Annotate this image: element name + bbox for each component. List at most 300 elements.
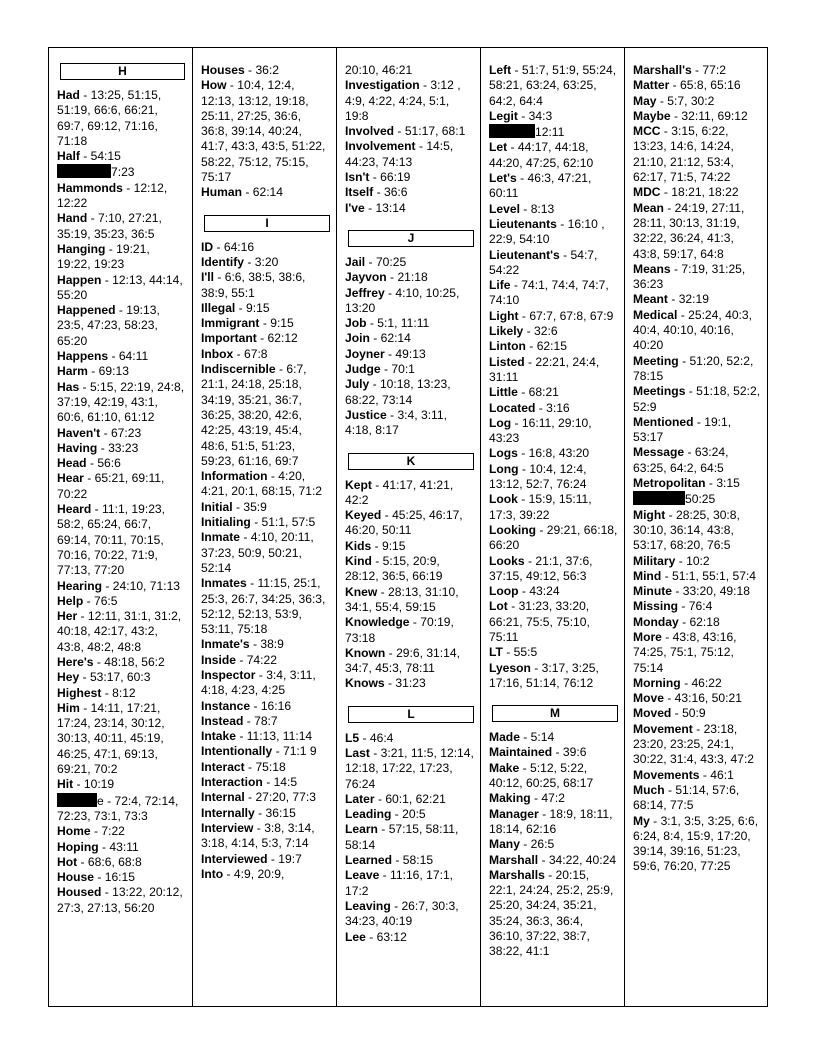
index-entry (57, 164, 186, 180)
entry-page-refs: 32:19 (678, 292, 709, 307)
index-entry: Message - 63:24, 63:25, 64:2, 64:5 (633, 445, 729, 475)
entry-page-refs: 50:9 (682, 706, 706, 721)
entry-term: Inmate's (201, 637, 250, 652)
index-entry: Hit - 10:19 (57, 777, 115, 792)
index-entry: Harm - 69:13 (57, 364, 129, 379)
index-entry: Job - 5:1, 11:11 (345, 316, 430, 331)
index-entry (345, 63, 475, 78)
entry-page-refs: 41:17, 41:21, 42:2 (345, 477, 454, 507)
index-entry: Interaction - 14:5 (201, 775, 298, 790)
entry-page-refs: 36:15 (265, 805, 296, 820)
index-entry: Hoping - 43:11 (57, 839, 139, 854)
entry-term: Knows (345, 676, 385, 691)
index-entry: Intake - 11:13, 11:14 (201, 729, 313, 744)
entry-term: Heard (57, 502, 92, 517)
entry-page-refs: 29:6, 31:14, 34:7, 45:3, 78:11 (345, 645, 460, 676)
index-entry: Later - 60:1, 62:21 (345, 791, 446, 806)
entry-page-refs: 22:21, 24:4, 31:11 (489, 354, 600, 384)
index-entry: Let's - 46:3, 47:21, 60:11 (489, 171, 592, 201)
entry-term: Housed (57, 885, 102, 900)
entry-term: Mind (633, 568, 662, 583)
entry-page-refs: 66:19 (380, 170, 411, 185)
index-entry: Knowledge - 70:19, 73:18 (345, 615, 454, 645)
entry-page-refs: 3:1, 3:5, 3:25, 6:6, 6:24, 8:4, 15:9, 17:20, 39:14, 39:16, 51:23, 59:6, 76:20, 77:25 (633, 813, 759, 874)
index-entry (57, 793, 186, 825)
entry-term: Much (633, 782, 665, 797)
index-entry: Identify - 3:20 (201, 254, 279, 269)
entry-term: Matter (633, 78, 670, 93)
entry-page-refs: 62:14 (380, 331, 411, 346)
entry-term: MCC (633, 124, 661, 139)
entry-term: Move (633, 691, 664, 706)
entry-page-refs: 43:11 (109, 839, 139, 854)
entry-term: Important (201, 331, 257, 346)
entry-page-refs: 12:11, 31:1, 31:2, 40:18, 42:17, 43:2, 43:8, 48:2, 48:8 (57, 609, 182, 654)
index-entry: Manager - 18:9, 18:11, 18:14, 62:16 (489, 806, 613, 836)
entry-term: Listed (489, 354, 525, 369)
entry-term: Marshall (489, 852, 539, 867)
entry-page-refs: 7:19, 31:25, 36:23 (633, 261, 746, 292)
index-entry: Means - 7:19, 31:25, 36:23 (633, 261, 746, 292)
index-entry: Moved - 50:9 (633, 706, 706, 721)
entry-page-refs: 53:17, 60:3 (89, 670, 151, 685)
entry-page-refs: 10:19 (83, 777, 115, 792)
index-entry: Mentioned - 19:1, 53:17 (633, 414, 732, 445)
entry-page-refs: 11:16, 17:1, 17:2 (345, 868, 454, 898)
index-entry: Much - 51:14, 57:6, 68:14, 77:5 (633, 782, 740, 813)
index-entry: Known - 29:6, 31:14, 34:7, 45:3, 78:11 (345, 645, 460, 676)
index-entry: Located - 3:16 (489, 400, 570, 415)
index-entry: Movement - 23:18, 23:20, 23:25, 24:1, 30:22, 31:4, 43:3, 47:2 (633, 721, 755, 767)
index-entry: Highest - 8:12 (57, 685, 136, 700)
entry-term: Her (57, 609, 78, 624)
entry-term: Happened (57, 303, 116, 318)
entry-page-refs: 57:15, 58:11, 58:14 (345, 822, 459, 852)
entry-page-refs: 5:14 (530, 730, 555, 745)
entry-page-refs: 64:16 (223, 239, 255, 254)
entry-term: I'll (201, 270, 214, 285)
entry-term: May (633, 93, 657, 108)
index-entry: Lot - 31:23, 33:20, 66:21, 75:5, 75:10, 75:11 (489, 599, 590, 644)
entry-page-refs: 24:19, 27:11, 28:11, 30:13, 31:19, 32:22, 36:24, 41:3, 43:8, 59:17, 64:8 (633, 200, 745, 261)
entry-term: Joyner (345, 346, 385, 361)
entry-page-refs: 28:25, 30:8, 30:10, 36:14, 43:8, 53:17, 68:20, 76:5 (633, 507, 740, 553)
index-entry: Hanging - 19:21, 19:22, 19:23 (57, 241, 150, 272)
index-entry: Monday - 62:18 (633, 614, 720, 629)
index-entry: Involved - 51:17, 68:1 (345, 124, 466, 139)
entry-page-refs: 5:15, 20:9, 28:12, 36:5, 66:19 (345, 554, 443, 584)
entry-term: Lieutenants (489, 216, 557, 231)
entry-term: Job (345, 316, 367, 331)
index-entry: Jail - 70:25 (345, 254, 407, 269)
index-entry: Logs - 16:8, 43:20 (489, 446, 590, 461)
entry-term: Kids (345, 538, 372, 553)
index-column-3 (336, 48, 481, 1006)
entry-page-refs: 4:10, 10:25, 13:20 (345, 285, 460, 315)
entry-term: Harm (57, 364, 88, 379)
entry-term: Hand (57, 211, 88, 226)
index-entry: Knew - 28:13, 31:10, 34:1, 55:4, 59:15 (345, 584, 459, 614)
entry-term: Metropolitan (633, 476, 706, 491)
index-entry: Involvement - 14:5, 44:23, 74:13 (345, 139, 454, 169)
entry-term: Him (57, 700, 80, 715)
entry-term: MDC (633, 185, 661, 200)
index-entry: Instead - 78:7 (201, 713, 278, 728)
entry-term: Knowledge (345, 615, 410, 630)
entry-term: Lot (489, 599, 508, 614)
entry-page-refs: 13:22, 20:12, 27:3, 27:13, 56:20 (57, 885, 183, 915)
entry-term: Help (57, 593, 84, 608)
index-entry: Loop - 43:24 (489, 584, 560, 599)
entry-page-refs: 67:7, 67:8, 67:9 (529, 308, 614, 323)
entry-page-refs: 19:13, 23:5, 47:23, 58:23, 65:20 (57, 303, 160, 348)
section-letter-header: K (348, 453, 474, 470)
entry-term: Last (345, 745, 370, 760)
index-entry: Marshall's - 77:2 (633, 63, 726, 77)
index-entry: Morning - 46:22 (633, 675, 722, 690)
entry-term: Let (489, 140, 508, 155)
entry-page-refs: 16:16 (260, 698, 292, 713)
index-entry: Internal - 27:20, 77:3 (201, 790, 316, 805)
entry-page-refs: 33:23 (108, 440, 139, 455)
index-column-2 (192, 48, 337, 1006)
entry-term: L5 (345, 730, 360, 745)
entry-page-refs: 18:9, 18:11, 18:14, 62:16 (489, 806, 613, 836)
index-entry: Hand - 7:10, 27:21, 35:19, 35:23, 36:5 (57, 211, 162, 241)
entry-term: Looks (489, 553, 525, 568)
entry-page-refs: 39:6 (562, 745, 587, 760)
entry-page-refs: 14:5 (273, 775, 298, 790)
entry-term: Indiscernible (201, 362, 276, 377)
entry-term: Human (201, 185, 242, 200)
entry-term: Loop (489, 584, 519, 599)
entry-page-refs: 67:23 (110, 425, 142, 440)
entry-term: Here's (57, 654, 94, 669)
entry-page-refs: 5:1, 11:11 (377, 316, 430, 331)
index-entry: Head - 56:6 (57, 456, 121, 471)
entry-term: Illegal (201, 300, 236, 315)
index-entry: Long - 10:4, 12:4, 13:12, 52:7, 76:24 (489, 461, 587, 492)
index-entry: Isn't - 66:19 (345, 170, 411, 185)
section-letter-header: L (348, 706, 474, 723)
index-entry: Marshalls - 20:15, 22:1, 24:24, 25:2, 25:9, 25:20, 34:24, 35:21, 35:24, 36:3, 36:4, 36:10, 37:22, 38:7, 38:22, 41:1 (489, 867, 614, 959)
entry-page-refs: 65:8, 65:16 (680, 78, 741, 93)
entry-page-refs: 68:21 (528, 385, 559, 400)
entry-page-refs: 31:23 (395, 676, 426, 691)
index-entry: Mind - 51:1, 55:1, 57:4 (633, 568, 757, 583)
index-entry: Help - 76:5 (57, 593, 118, 608)
index-column-5 (624, 48, 768, 1006)
entry-term: Meetings (633, 384, 686, 399)
entry-page-refs: 68:6, 68:8 (87, 854, 142, 869)
index-entry: Light - 67:7, 67:8, 67:9 (489, 308, 614, 323)
entry-page-refs: 74:1, 74:4, 74:7, 74:10 (489, 278, 609, 308)
index-entry: Metropolitan - 3:15 (633, 476, 740, 491)
entry-page-refs: 5:15, 22:19, 24:8, 37:19, 42:19, 43:1, 60:6, 61:10, 61:12 (57, 379, 185, 425)
entry-term: Inspector (201, 667, 256, 682)
entry-page-refs: 4:20, 4:21, 20:1, 68:15, 71:2 (201, 469, 323, 499)
entry-term: Located (489, 400, 536, 415)
entry-term: Itself (345, 185, 374, 200)
entry-term: Instance (201, 698, 251, 713)
index-entry (633, 491, 762, 507)
entry-term: Linton (489, 339, 526, 354)
entry-page-refs: 38:9 (260, 637, 284, 652)
entry-page-refs: 3:4, 3:11, 4:18, 8:17 (345, 407, 447, 438)
entry-term: Knew (345, 584, 378, 599)
entry-term: Marshall's (633, 63, 692, 77)
entry-term: Military (633, 553, 676, 568)
index-entry: Made - 5:14 (489, 730, 555, 745)
entry-term: Leave (345, 868, 380, 883)
index-entry: Judge - 70:1 (345, 362, 415, 377)
entry-term: Hear (57, 471, 84, 486)
entry-page-refs: 36:2 (255, 63, 279, 77)
entry-term: Mentioned (633, 414, 694, 429)
entry-page-refs: 19:7 (278, 851, 302, 866)
index-entry: Happen - 12:13, 44:14, 55:20 (57, 272, 183, 302)
entry-page-refs: 46:1 (710, 767, 734, 782)
section-gap (489, 691, 619, 705)
entry-term: Movement (633, 721, 693, 736)
index-entry: Jayvon - 21:18 (345, 270, 428, 285)
entry-page-refs: 6:7, 21:1, 24:18, 25:18, 34:19, 35:21, 36:7, 36:25, 38:20, 42:6, 42:25, 43:19, 45:4, 48:6, 51:5, 51:23, 59:23, 61:16, 69:7 (201, 362, 307, 468)
entry-page-refs: 70:25 (375, 254, 407, 269)
index-entry: Leaving - 26:7, 30:3, 34:23, 40:19 (345, 898, 459, 929)
entry-page-refs: 10:4, 12:4, 12:13, 13:12, 19:18, 25:11, 27:25, 36:6, 36:8, 39:14, 40:24, 41:7, 43:3, 43:5, 51:22, 58:22, 75:12, 75:15, 75:17 (201, 78, 326, 185)
index-entry: Investigation - 3:12 , 4:9, 4:22, 4:24, 5:1, 19:8 (345, 78, 461, 123)
entry-term: I've (345, 200, 365, 215)
index-entry: My - 3:1, 3:5, 3:25, 6:6, 6:24, 8:4, 15:9, 17:20, 39:14, 39:16, 51:23, 59:6, 76:20, 77:25 (633, 813, 759, 874)
index-entry: Happens - 64:11 (57, 349, 149, 364)
index-entry: Internally - 36:15 (201, 805, 296, 820)
index-entry: Inmate - 4:10, 20:11, 37:23, 50:9, 50:21, 52:14 (201, 530, 314, 575)
entry-page-refs: 67:8 (244, 346, 268, 361)
entry-page-refs: 7:22 (101, 824, 125, 839)
index-entry: Haven't - 67:23 (57, 425, 142, 440)
entry-term: Hoping (57, 839, 99, 854)
index-entry: Maintained - 39:6 (489, 745, 587, 760)
entry-page-refs: 19:1, 53:17 (633, 414, 732, 445)
entry-term: Let's (489, 171, 517, 186)
index-entry (489, 124, 619, 140)
index-entry: Let - 44:17, 44:18, 44:20, 47:25, 62:10 (489, 140, 594, 170)
entry-term: Highest (57, 685, 102, 700)
entry-term: Looking (489, 522, 537, 537)
entry-term: Movements (633, 767, 700, 782)
entry-term: Keyed (345, 508, 382, 523)
entry-term: Initial (201, 499, 233, 514)
entry-term: Instead (201, 713, 244, 728)
entry-page-refs: 35:9 (243, 499, 267, 514)
index-entry: Last - 3:21, 11:5, 12:14, 12:18, 17:22, 17:23, 76:24 (345, 745, 474, 791)
index-entry: Leave - 11:16, 17:1, 17:2 (345, 868, 454, 898)
entry-page-refs: 12:11 (535, 125, 565, 140)
entry-term: Identify (201, 254, 245, 269)
entry-page-refs: 76:4 (688, 599, 713, 614)
index-entry: Indiscernible - 6:7, 21:1, 24:18, 25:18, 34:19, 35:21, 36:7, 36:25, 38:20, 42:6, 42:25, 43:19, 45:4, 48:6, 51:5, 51:23, 59:23, 61:16, 69:7 (201, 362, 307, 468)
entry-page-refs: 9:15 (381, 538, 406, 553)
index-entry: Movements - 46:1 (633, 767, 734, 782)
entry-page-refs: 51:17, 68:1 (404, 124, 466, 139)
entry-page-refs: 3:16 (546, 400, 570, 415)
index-entry: Illegal - 9:15 (201, 300, 270, 315)
entry-term: Hit (57, 777, 74, 792)
entry-page-refs: 63:24, 63:25, 64:2, 64:5 (633, 445, 729, 475)
entry-page-refs: 46:22 (691, 675, 722, 690)
index-entry: Houses - 36:2 (201, 63, 279, 77)
index-entry: Him - 14:11, 17:21, 17:24, 23:14, 30:12, 30:13, 40:11, 45:19, 46:25, 47:1, 69:13, 69:21, 70:2 (57, 700, 165, 777)
index-entry: Inspector - 3:4, 3:11, 4:18, 4:23, 4:25 (201, 667, 316, 698)
index-entry: Justice - 3:4, 3:11, 4:18, 8:17 (345, 407, 447, 438)
index-entry: House - 16:15 (57, 870, 135, 885)
entry-term: Into (201, 866, 224, 881)
index-entry: Inmates - 11:15, 25:1, 25:3, 26:7, 34:25, 36:3, 52:12, 52:13, 53:9, 53:11, 75:18 (201, 576, 326, 637)
entry-term: Inside (201, 652, 236, 667)
entry-term: Many (489, 837, 520, 852)
entry-term: Head (57, 456, 87, 471)
index-entry: Initial - 35:9 (201, 499, 267, 514)
entry-page-refs: 48:18, 56:2 (104, 654, 165, 669)
index-page-frame (48, 47, 768, 1007)
index-entry: Little - 68:21 (489, 385, 559, 400)
entry-term: Level (489, 201, 520, 216)
entry-page-refs: 49:13 (395, 346, 426, 361)
entry-page-refs: 58:15 (402, 853, 434, 868)
entry-term: Haven't (57, 425, 101, 440)
section-gap (345, 216, 475, 230)
entry-term: Interact (201, 759, 245, 774)
index-entry: May - 5:7, 30:2 (633, 93, 715, 108)
entry-page-refs: 71:1 9 (282, 744, 317, 759)
entry-term: Kind (345, 554, 372, 569)
entry-term: Interaction (201, 775, 263, 790)
entry-page-refs: 8:13 (530, 201, 555, 216)
entry-term: Having (57, 440, 98, 455)
index-entry: Looking - 29:21, 66:18, 66:20 (489, 522, 618, 553)
entry-page-refs: 62:18 (689, 614, 720, 629)
entry-page-refs: 7:23 (111, 165, 135, 180)
entry-term: Learn (345, 822, 378, 837)
entry-term: Hot (57, 854, 78, 869)
section-letter-header: H (60, 63, 185, 80)
index-entry: Hear - 65:21, 69:11, 70:22 (57, 471, 165, 501)
entry-term: Interviewed (201, 851, 268, 866)
index-entry: Minute - 33:20, 49:18 (633, 584, 750, 599)
entry-term: Manager (489, 806, 539, 821)
index-entry: Here's - 48:18, 56:2 (57, 654, 165, 669)
index-entry: Initialing - 51:1, 57:5 (201, 515, 316, 530)
entry-page-refs: 12:13, 44:14, 55:20 (57, 272, 183, 302)
entry-term: Hey (57, 670, 80, 685)
entry-term: Logs (489, 446, 518, 461)
entry-term: Maintained (489, 745, 553, 760)
index-entry: Lieutenant's - 54:7, 54:22 (489, 247, 598, 277)
entry-term: LT (489, 645, 503, 660)
entry-page-refs: 13:25, 51:15, 51:19, 66:6, 66:21, 69:7, 69:12, 71:16, 71:18 (57, 88, 162, 148)
index-entry: MCC - 3:15, 6:22, 13:23, 14:6, 14:24, 21:10, 21:12, 53:4, 62:17, 71:5, 74:22 (633, 124, 734, 185)
entry-page-refs: 24:10, 71:13 (112, 578, 181, 593)
entry-page-refs: 16:15 (104, 870, 135, 885)
entry-page-refs: 3:12 , 4:9, 4:22, 4:24, 5:1, 19:8 (345, 78, 461, 123)
entry-page-refs: 51:18, 52:2, 52:9 (633, 384, 761, 414)
index-entry: Matter - 65:8, 65:16 (633, 78, 741, 93)
index-entry: Inbox - 67:8 (201, 346, 268, 361)
entry-page-refs: 63:12 (376, 929, 407, 944)
index-entry: Itself - 36:6 (345, 185, 408, 200)
entry-term: Log (489, 415, 512, 430)
index-entry: Linton - 62:15 (489, 339, 567, 354)
index-entry: Level - 8:13 (489, 201, 555, 216)
entry-term: Houses (201, 63, 245, 77)
entry-page-refs: 10:18, 13:23, 68:22, 73:14 (345, 377, 451, 407)
entry-page-refs: 70:19, 73:18 (345, 615, 454, 645)
redaction-block (633, 491, 685, 505)
entry-page-refs: 46:4 (369, 730, 394, 745)
entry-term: Monday (633, 614, 679, 629)
index-entry: Into - 4:9, 20:9, (201, 866, 285, 881)
entry-page-refs: 10:2 (686, 553, 710, 568)
entry-page-refs: 70:1 (391, 362, 415, 377)
index-entry: Life - 74:1, 74:4, 74:7, 74:10 (489, 278, 609, 308)
index-entry: I've - 13:14 (345, 200, 406, 215)
index-entry: Meeting - 51:20, 52:2, 78:15 (633, 353, 754, 383)
entry-page-refs: 60:1, 62:21 (385, 791, 446, 806)
index-entry: Immigrant - 9:15 (201, 316, 294, 331)
entry-term: Inbox (201, 346, 234, 361)
entry-page-refs: 26:5 (530, 837, 555, 852)
entry-page-refs: 4:10, 20:11, 37:23, 50:9, 50:21, 52:14 (201, 530, 314, 575)
entry-page-refs: 51:20, 52:2, 78:15 (633, 353, 754, 383)
entry-term: Lyeson (489, 660, 531, 675)
entry-page-refs: 78:7 (254, 713, 278, 728)
entry-page-refs: 32:6 (534, 324, 558, 339)
index-entry: Home - 7:22 (57, 824, 125, 839)
entry-term: Medical (633, 307, 678, 322)
entry-page-refs: 32:11, 69:12 (681, 108, 748, 123)
entry-term: Immigrant (201, 316, 260, 331)
entry-term: Hearing (57, 578, 103, 593)
index-entry: L5 - 46:4 (345, 730, 394, 745)
index-entry: Medical - 25:24, 40:3, 40:4, 40:10, 40:16, 40:20 (633, 307, 753, 353)
entry-page-refs: 77:2 (702, 63, 726, 77)
index-entry: Human - 62:14 (201, 185, 284, 200)
entry-page-refs: 3:21, 11:5, 12:14, 12:18, 17:22, 17:23, 76:24 (345, 745, 474, 791)
index-entry: How - 10:4, 12:4, 12:13, 13:12, 19:18, 25:11, 27:25, 36:6, 36:8, 39:14, 40:24, 41:7, 43:3, 43:5, 51:22, 58:22, 75:12, 75:15, 75:17 (201, 78, 326, 185)
index-entry: Inside - 74:22 (201, 652, 277, 667)
entry-page-refs: 15:9, 15:11, 17:3, 39:22 (489, 492, 592, 522)
entry-page-refs: 7:10, 27:21, 35:19, 35:23, 36:5 (57, 211, 162, 241)
index-column-1 (49, 48, 192, 1006)
index-entry: Heard - 11:1, 19:23, 58:2, 65:24, 66:7, 69:14, 70:11, 70:15, 70:16, 70:22, 71:9, 77:13, 77:20 (57, 502, 166, 578)
entry-page-refs: 62:12 (267, 331, 298, 346)
index-entry: Interviewed - 19:7 (201, 851, 302, 866)
entry-page-refs: 65:21, 69:11, 70:22 (57, 471, 165, 501)
entry-term: My (633, 813, 650, 828)
entry-page-refs: 43:24 (529, 584, 560, 599)
entry-page-refs: 3:8, 3:14, 3:18, 4:14, 5:3, 7:14 (201, 820, 315, 851)
entry-term: Investigation (345, 78, 420, 93)
entry-term: Made (489, 730, 520, 745)
entry-page-refs: 47:2 (541, 791, 565, 806)
entry-term: Internally (201, 805, 255, 820)
entry-page-refs: 54:7, 54:22 (489, 247, 598, 277)
redaction-block (57, 164, 111, 178)
entry-term: More (633, 629, 662, 644)
index-entry: Meetings - 51:18, 52:2, 52:9 (633, 384, 761, 414)
entry-term: Moved (633, 706, 672, 721)
entry-term: How (201, 78, 227, 93)
